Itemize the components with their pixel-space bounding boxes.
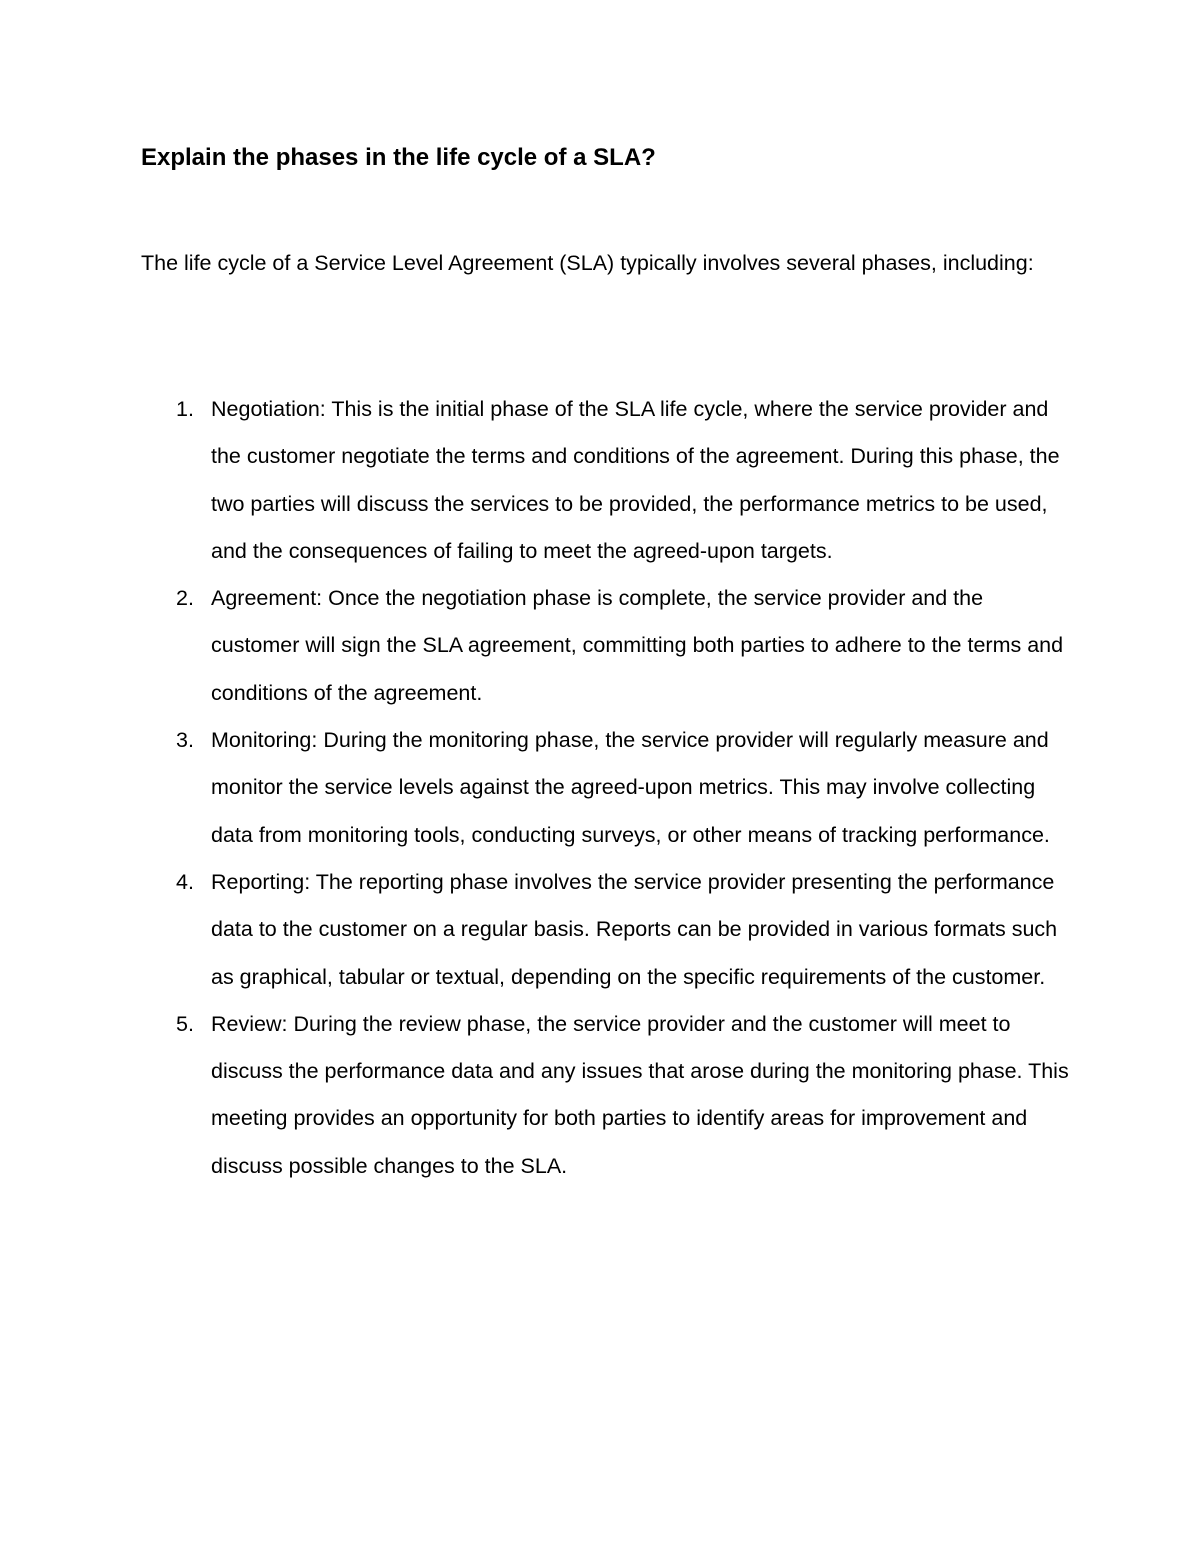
list-item-number: 2. (176, 586, 194, 611)
list-item-text: Reporting: The reporting phase involves the service provider presenting the performance data to the customer on a regular basis. Reports can be provided in various formats such as graphical, tabular or textual, depending on the specific requirements of the customer. (211, 869, 1058, 989)
list-item (141, 1001, 1071, 1190)
list-item-number: 3. (176, 728, 194, 753)
intro-paragraph: The life cycle of a Service Level Agreement (SLA) typically involves several phases, including: (141, 251, 1034, 275)
list-item-text: Monitoring: During the monitoring phase, the service provider will regularly measure and monitor the service levels against the agreed-upon metrics. This may involve collecting data from monitoring tools, conducting surveys, or other means of tracking performance. (211, 728, 1050, 847)
list-item-number: 1. (176, 397, 194, 421)
list-item (141, 717, 1071, 859)
list-item-number: 5. (176, 1011, 194, 1036)
list-item-number: 4. (176, 869, 194, 894)
list-item (141, 859, 1071, 1001)
list-item-text: Agreement: Once the negotiation phase is complete, the service provider and the customer will sign the SLA agreement, committing both parties to adhere to the terms and conditions of the agreement. (211, 586, 1064, 705)
list-item (141, 575, 1071, 717)
list-item-text: Review: During the review phase, the service provider and the customer will meet to discuss the performance data and any issues that arose during the monitoring phase. This meeting provides an opportunity for both parties to identify areas for improvement and discuss possible changes to the SLA. (211, 1011, 1069, 1178)
list-item-text: Negotiation: This is the initial phase of the SLA life cycle, where the service provider and the customer negotiate the terms and conditions of the agreement. During this phase, the two parties will discuss the services to be provided, the performance metrics to be used, and the consequences of failing to meet the agreed-upon targets. (211, 397, 1060, 563)
phases-list (141, 386, 1071, 1190)
document-title: Explain the phases in the life cycle of a SLA? (141, 144, 656, 171)
list-item (141, 386, 1071, 575)
